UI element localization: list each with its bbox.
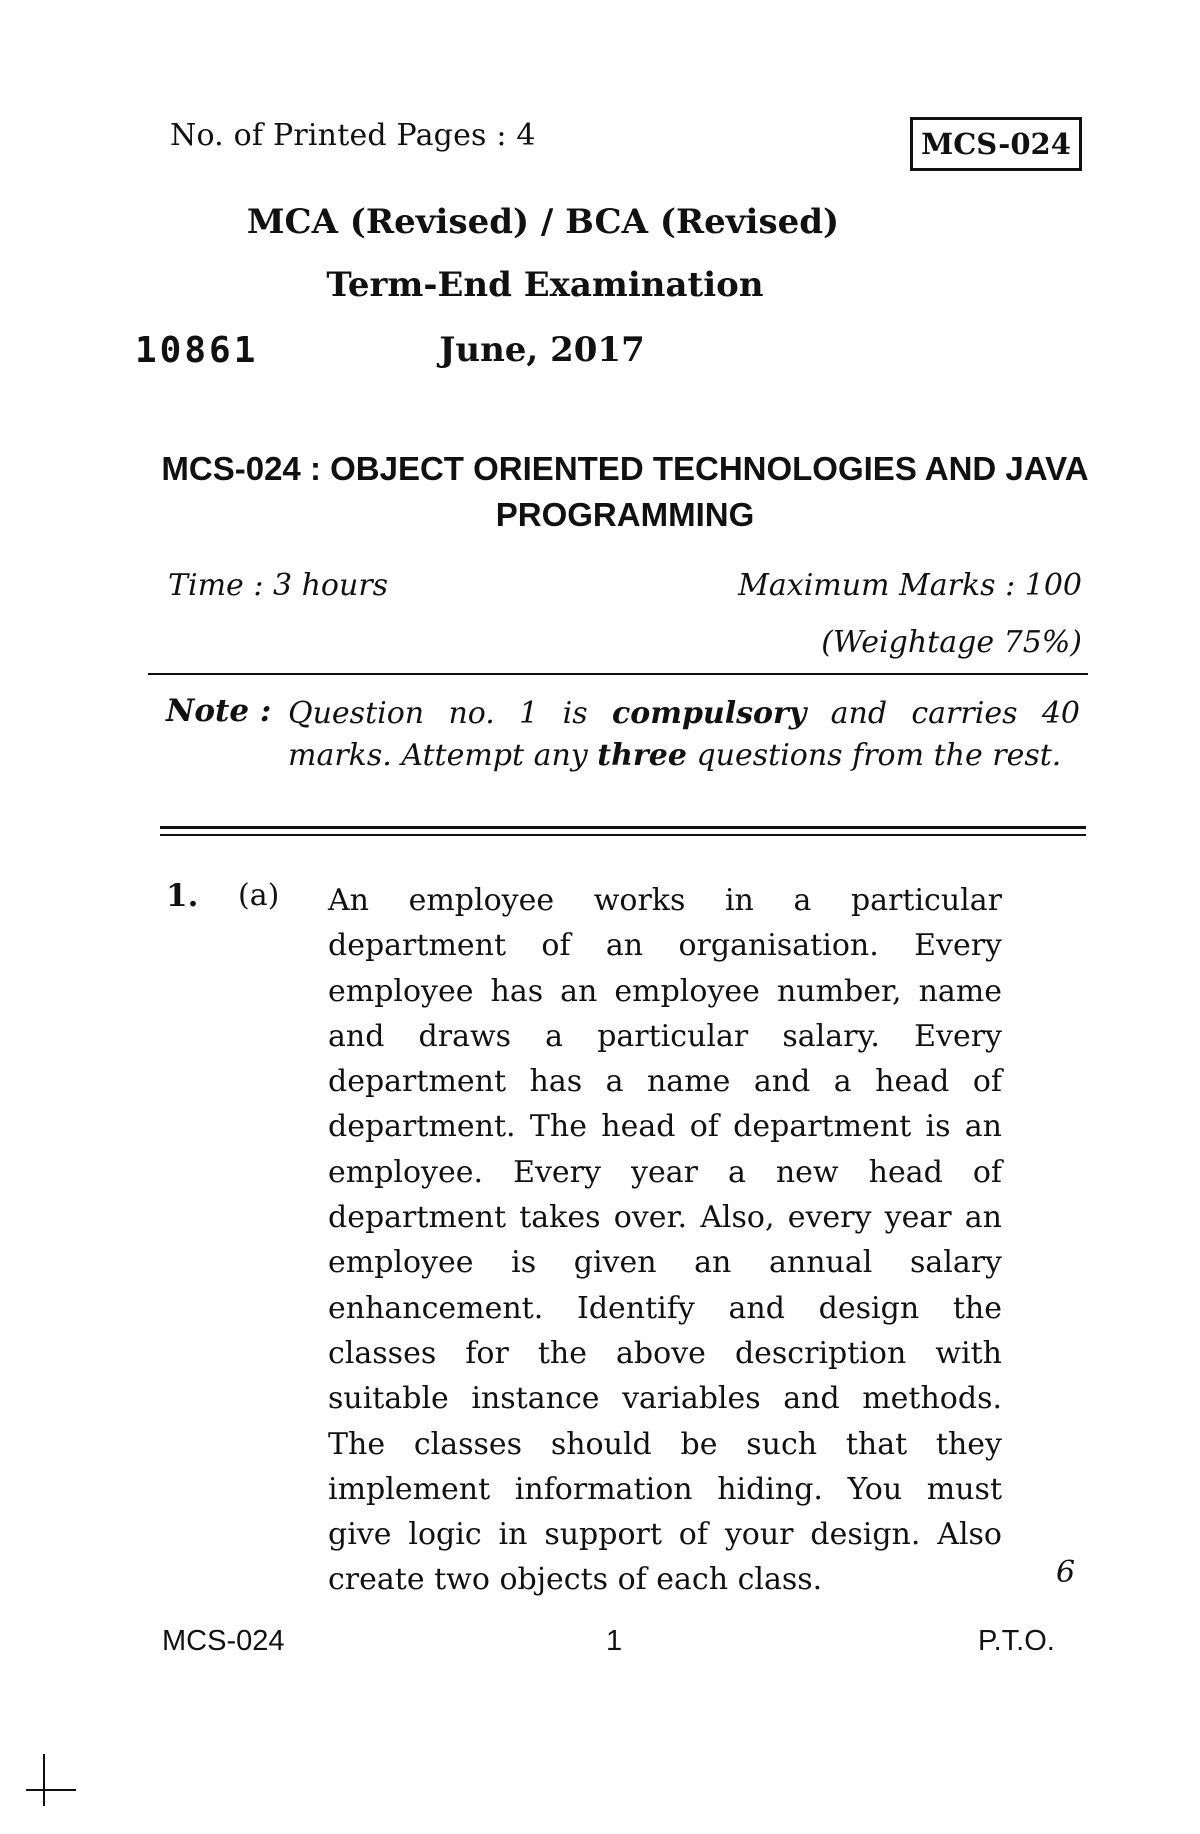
note-text-part: and carries 40 marks. Attempt any xyxy=(288,696,1080,773)
question-number: 1. xyxy=(166,878,199,914)
question-text: An employee works in a particular department of an organisation. Every employee has an employee number, name and draws a particular salary. Every department has a name and a head of department. The head of department is an employee. Every year a new head of department takes over. Also, every year an employee is given an annual salary enhancement. Identify and design the classes for the above description with suitable instance variables and methods. The classes should be such that they implement information hiding. You must give logic in support of your design. Also create two objects of each class. xyxy=(328,883,1002,1598)
exam-date: June, 2017 xyxy=(439,330,645,370)
paper-code-box: MCS-024 xyxy=(910,117,1082,171)
programme-title: MCA (Revised) / BCA (Revised) xyxy=(246,202,840,242)
double-rule-bottom xyxy=(160,834,1086,836)
weightage: (Weightage 75%) xyxy=(821,625,1082,660)
maximum-marks: Maximum Marks : 100 xyxy=(738,568,1082,603)
footer-page-number: 1 xyxy=(606,1625,623,1657)
question-marks: 6 xyxy=(1056,1555,1076,1590)
note-text-part: Question no. 1 is xyxy=(288,696,612,731)
note-text xyxy=(288,693,1080,777)
exam-title: Term-End Examination xyxy=(326,265,764,305)
note-emphasis-three: three xyxy=(597,738,687,773)
crop-mark-icon xyxy=(20,1750,80,1810)
note-label: Note : xyxy=(166,693,272,729)
serial-number: 10861 xyxy=(135,330,259,371)
note-emphasis-compulsory: compulsory xyxy=(611,696,807,731)
double-rule-top xyxy=(160,826,1086,829)
note-text-part: questions from the rest. xyxy=(686,738,1062,773)
time-allowed: Time : 3 hours xyxy=(168,568,389,603)
question-part-label: (a) xyxy=(238,878,280,913)
printed-pages: No. of Printed Pages : 4 xyxy=(170,118,536,153)
footer-pto: P.T.O. xyxy=(978,1625,1055,1657)
footer-paper-code: MCS-024 xyxy=(162,1625,285,1657)
divider-line xyxy=(148,673,1088,675)
course-title: MCS-024 : OBJECT ORIENTED TECHNOLOGIES AND JAVA PROGRAMMING xyxy=(161,450,1089,533)
